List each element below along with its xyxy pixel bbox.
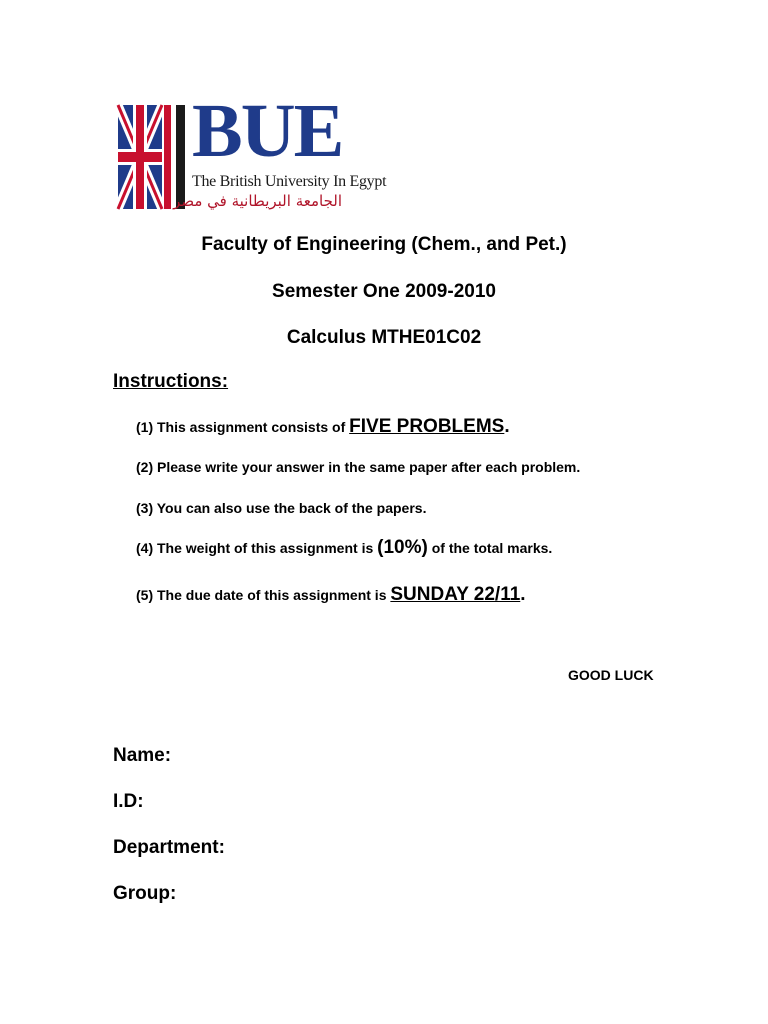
course-title: Calculus MTHE01C02: [286, 327, 482, 348]
instructions-heading: Instructions:: [113, 371, 229, 392]
instruction-item-4: [136, 537, 552, 559]
instruction-item-2: [136, 459, 580, 475]
bue-logo: [114, 89, 387, 215]
name-field-label: Name:: [113, 745, 172, 766]
department-field-label: Department:: [113, 837, 225, 858]
instruction-5-end: .: [520, 584, 526, 605]
instruction-4-emphasis: (10%): [377, 537, 428, 558]
instruction-1-end: .: [504, 416, 510, 437]
good-luck-text: GOOD LUCK: [568, 667, 654, 683]
logo-arabic-name: الجامعة البريطانية في مصر: [173, 192, 342, 210]
faculty-title: Faculty of Engineering (Chem., and Pet.): [201, 234, 567, 255]
logo-letters: BUE: [192, 89, 343, 173]
instruction-item-3: [136, 500, 426, 516]
instruction-3-text: (3) You can also use the back of the papers.: [136, 500, 427, 516]
group-field-label: Group:: [113, 883, 177, 904]
instruction-item-5: [136, 584, 526, 606]
id-field-label: I.D:: [113, 791, 144, 812]
instruction-2-text: (2) Please write your answer in the same paper after each problem.: [136, 459, 581, 475]
logo-english-name: The British University In Egypt: [192, 173, 387, 190]
semester-title: Semester One 2009-2010: [272, 281, 496, 302]
instruction-4-end: of the total marks.: [427, 540, 553, 556]
instruction-5-emphasis: SUNDAY 22/11: [390, 584, 521, 605]
instruction-1-text: (1) This assignment consists of: [136, 419, 350, 435]
instruction-4-text: (4) The weight of this assignment is: [136, 540, 378, 556]
instruction-1-emphasis: FIVE PROBLEMS: [349, 416, 505, 437]
instruction-item-1: [136, 416, 510, 438]
instruction-5-text: (5) The due date of this assignment is: [136, 587, 391, 603]
